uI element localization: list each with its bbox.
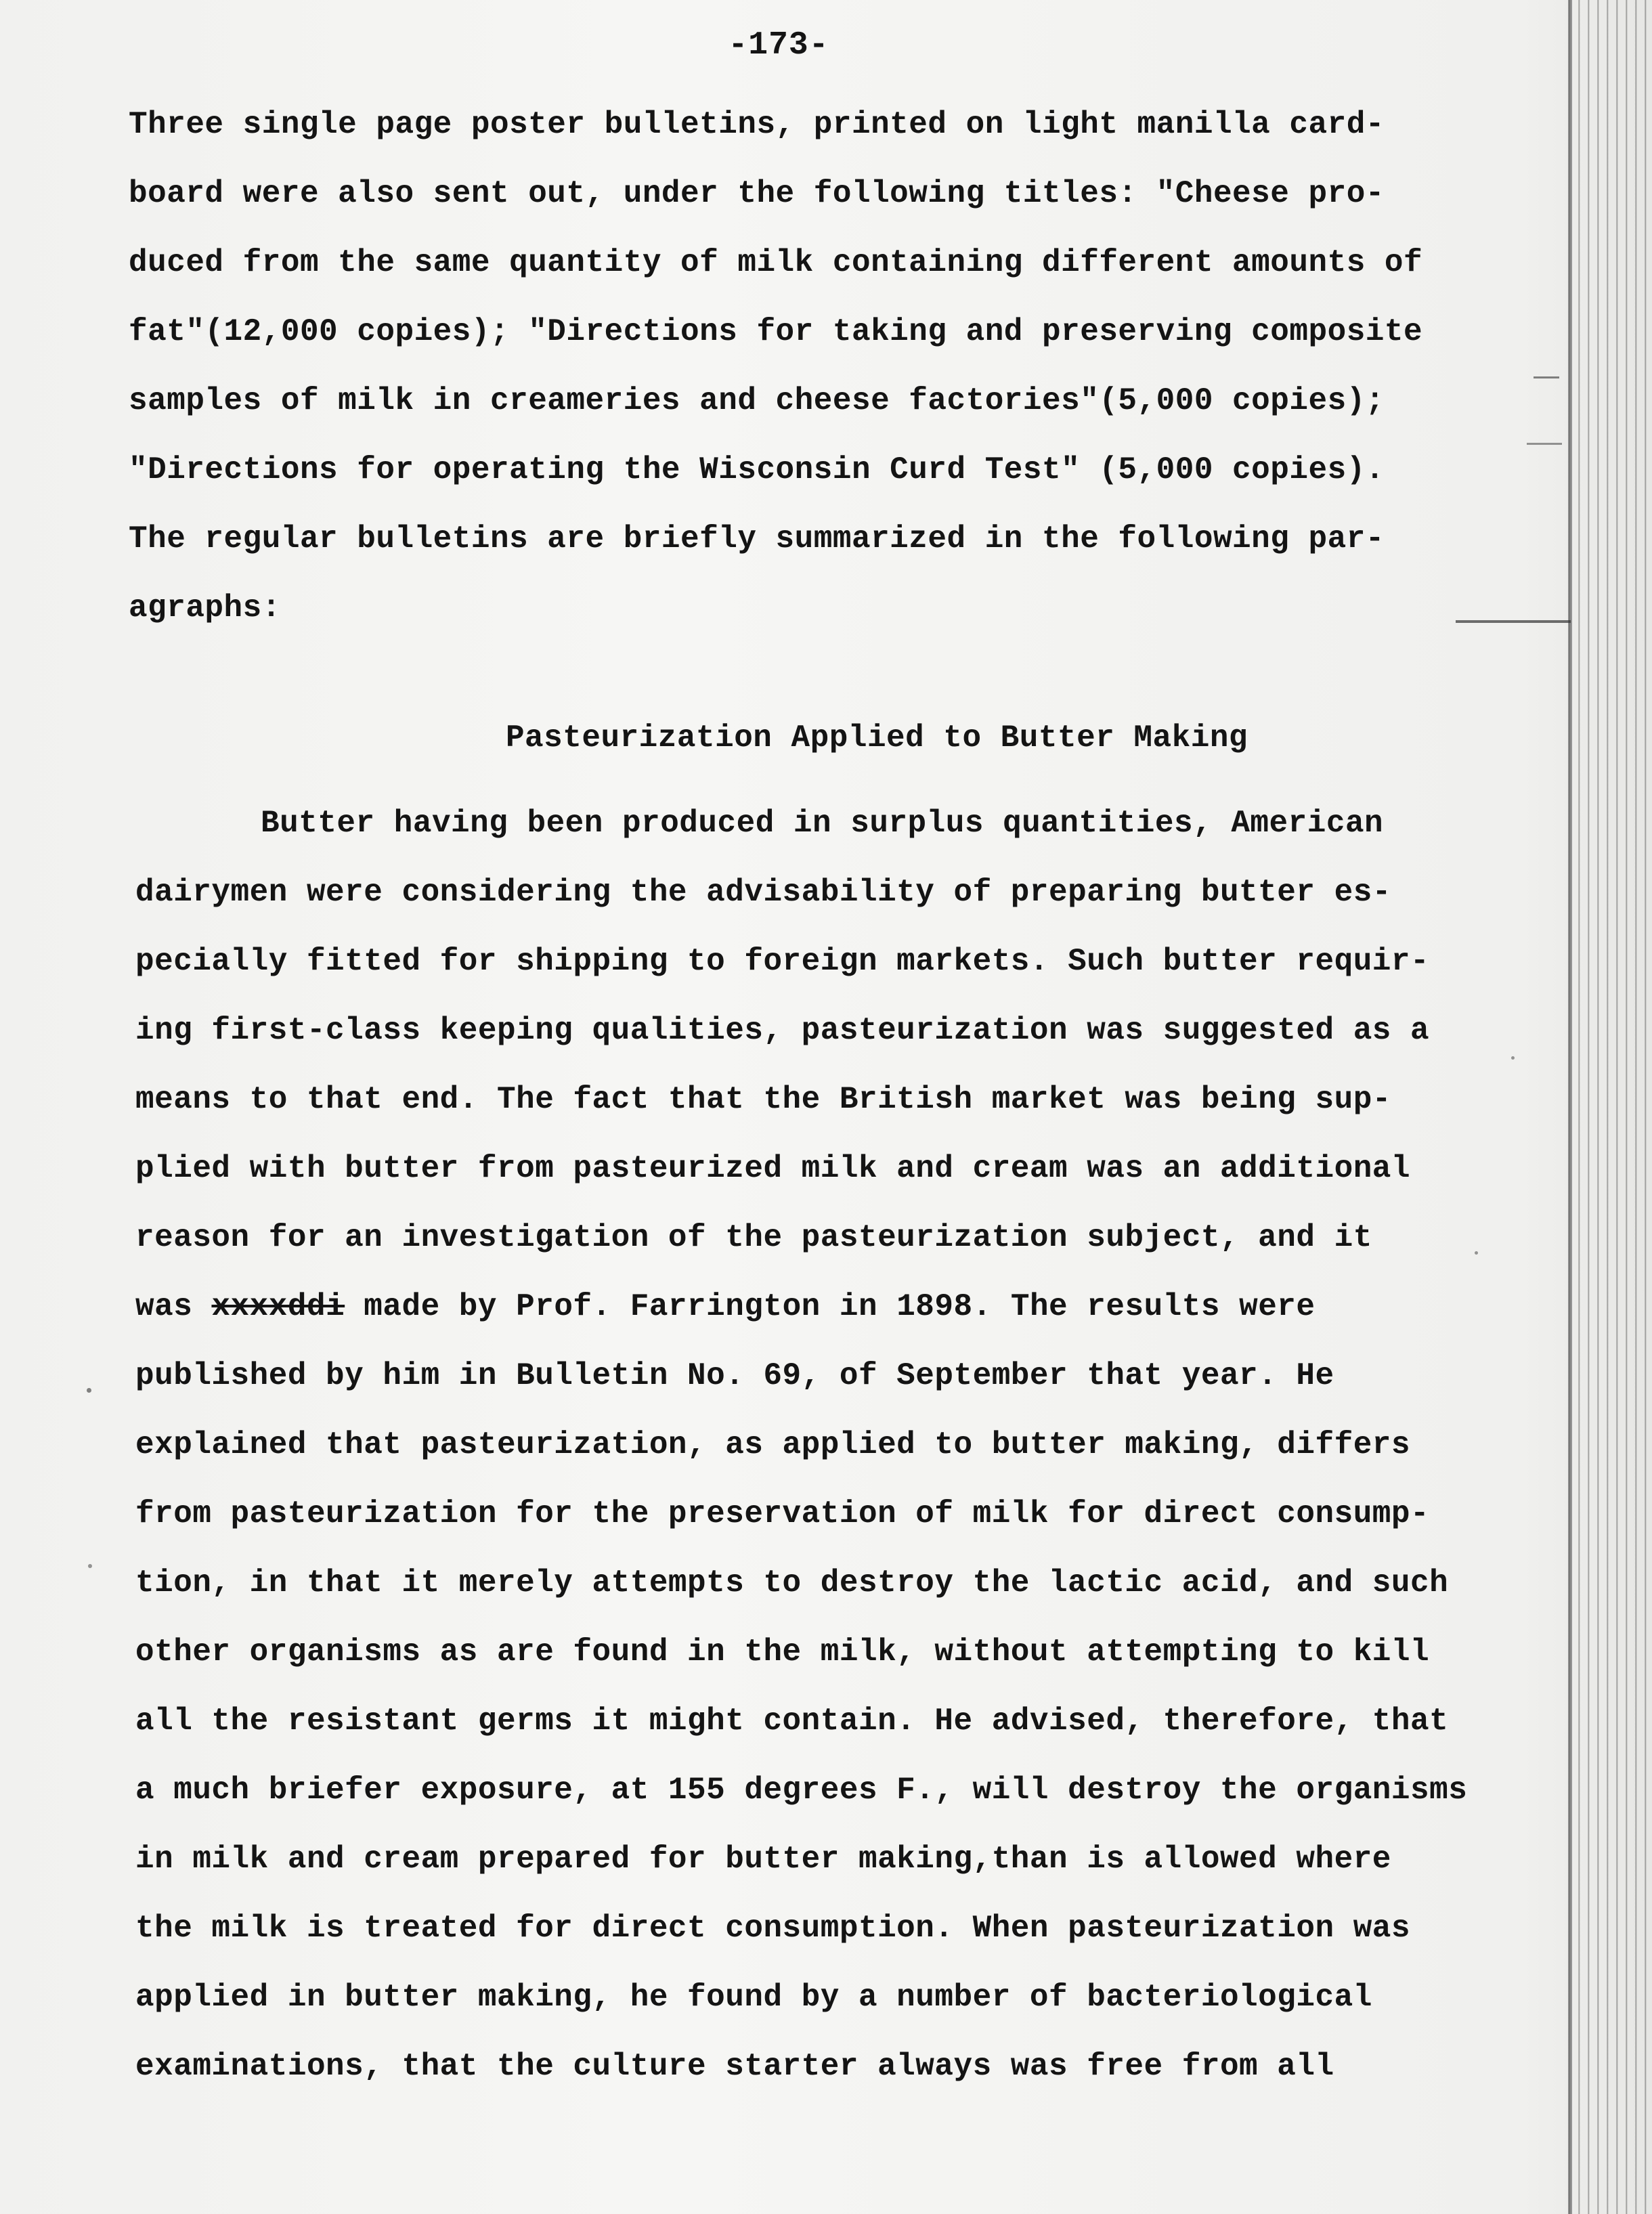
text-line: tion, in that it merely attempts to destroy the lactic acid, and such (135, 1565, 1449, 1601)
text-line: fat"(12,000 copies); "Directions for taking and preserving composite (129, 314, 1423, 349)
section-heading: Pasteurization Applied to Butter Making (505, 720, 1248, 756)
text-line: a much briefer exposure, at 155 degrees F., will destroy the organisms (135, 1773, 1468, 1808)
page-binding-line (1568, 0, 1572, 2214)
text-line: dairymen were considering the advisability of preparing butter es- (135, 875, 1391, 910)
text-line: The regular bulletins are briefly summarized in the following par- (129, 521, 1385, 557)
text-line: agraphs: (129, 590, 281, 626)
text-line: "Directions for operating the Wisconsin Curd Test" (5,000 copies). (129, 452, 1385, 487)
scan-speck (1475, 1251, 1478, 1255)
text-line: samples of milk in creameries and cheese factories"(5,000 copies); (129, 383, 1385, 418)
struck-out-word: xxxxddi (211, 1289, 345, 1324)
margin-mark (1527, 443, 1562, 445)
text-line: pecially fitted for shipping to foreign markets. Such butter requir- (135, 944, 1430, 979)
text-line: duced from the same quantity of milk containing different amounts of (129, 245, 1423, 280)
text-line: Three single page poster bulletins, printed on light manilla card- (129, 107, 1385, 142)
scan-speck (88, 1564, 92, 1568)
text-line-with-strikeout (135, 1272, 1550, 1341)
scan-speck (87, 1388, 91, 1393)
text-line: examinations, that the culture starter always was free from all (135, 2049, 1334, 2084)
text-line: the milk is treated for direct consumption. When pasteurization was (135, 1911, 1411, 1946)
text-line: explained that pasteurization, as applied to butter making, differs (135, 1427, 1411, 1462)
margin-mark (1456, 620, 1571, 623)
text-line: means to that end. The fact that the British market was being sup- (135, 1082, 1391, 1117)
margin-mark (1534, 376, 1559, 378)
text-line: in milk and cream prepared for butter making,than is allowed where (135, 1842, 1391, 1877)
text-line: ing first-class keeping qualities, pasteurization was suggested as a (135, 1013, 1430, 1048)
page-binding-edge (1564, 0, 1652, 2214)
text-fragment: was (135, 1289, 193, 1324)
text-line: board were also sent out, under the following titles: "Cheese pro- (129, 176, 1385, 211)
text-line: reason for an investigation of the pasteurization subject, and it (135, 1220, 1372, 1255)
text-line: other organisms as are found in the milk, without attempting to kill (135, 1634, 1430, 1670)
text-line: Butter having been produced in surplus quantities, American (261, 806, 1384, 841)
text-line: applied in butter making, he found by a number of bacteriological (135, 1980, 1372, 2015)
text-line: from pasteurization for the preservation of milk for direct consump- (135, 1496, 1430, 1532)
text-line: all the resistant germs it might contain. He advised, therefore, that (135, 1703, 1449, 1739)
intro-paragraph (129, 90, 1544, 643)
scan-speck (1511, 1056, 1515, 1060)
text-fragment: made by Prof. Farrington in 1898. The results were (364, 1289, 1316, 1324)
page-number: -173- (728, 27, 829, 64)
section-paragraph (135, 789, 1550, 2101)
text-line: plied with butter from pasteurized milk and cream was an additional (135, 1151, 1411, 1186)
text-line: published by him in Bulletin No. 69, of September that year. He (135, 1358, 1334, 1393)
